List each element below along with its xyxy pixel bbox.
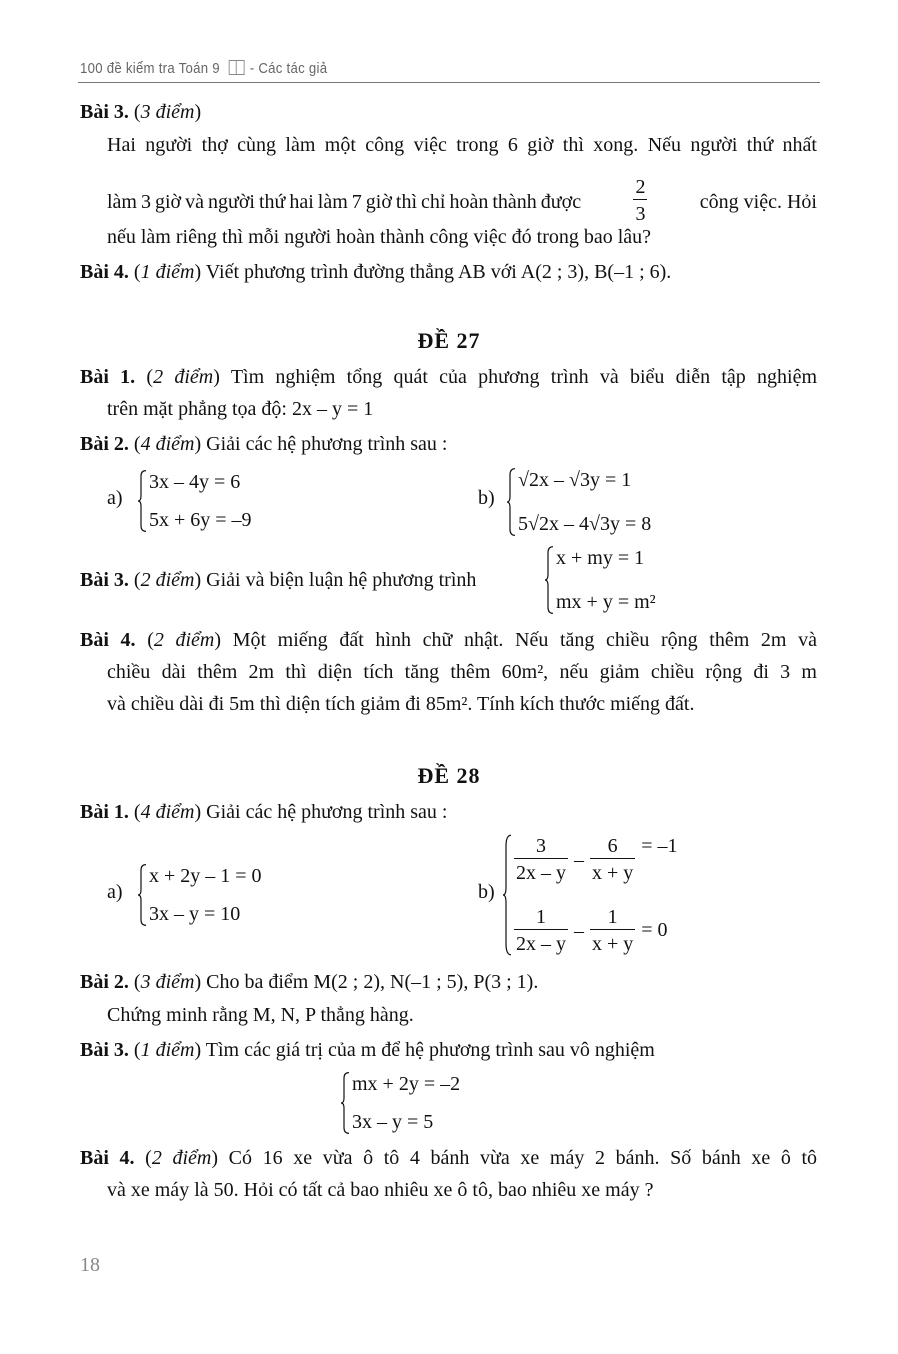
equation-system — [502, 834, 678, 956]
equation-system — [544, 546, 656, 614]
prev-b3-line2 — [107, 177, 817, 226]
de28-b1-heading — [80, 800, 448, 824]
de27-b1-line2: trên mặt phẳng tọa độ: 2x – y = 1 — [107, 398, 374, 420]
exercise-label: Bài 4. — [80, 629, 136, 651]
text: Giải các hệ phương trình sau : — [206, 801, 448, 823]
fraction — [633, 175, 647, 226]
equation: mx + 2y = –2 — [352, 1073, 461, 1095]
part-label: a) — [107, 881, 123, 903]
operator: – — [574, 848, 584, 871]
de28-b4-line2: và xe máy là 50. Hỏi có tất cả bao nhiêu xe ô tô, bao nhiêu xe máy ? — [107, 1179, 654, 1201]
text: công việc. Hỏi — [699, 190, 817, 213]
fraction — [514, 905, 568, 956]
fraction — [590, 834, 635, 885]
exercise-label: Bài 4. — [80, 261, 129, 283]
de28-b2 — [80, 970, 538, 994]
brace-icon — [137, 470, 147, 532]
denominator: x + y — [590, 858, 635, 885]
exercise-label: Bài 1. — [80, 801, 129, 823]
fraction — [590, 905, 635, 956]
rhs: = 0 — [641, 918, 668, 941]
equation — [514, 834, 678, 885]
de27-b1-line1 — [80, 365, 817, 389]
header-rule — [78, 82, 820, 83]
exercise-label: Bài 1. — [80, 366, 136, 388]
brace-icon — [137, 864, 147, 926]
equation: 3x – 4y = 6 — [149, 471, 241, 493]
equation-system — [340, 1072, 460, 1134]
equation: 3x – y = 5 — [352, 1111, 434, 1133]
points: ( 2 điểm ) — [146, 366, 219, 388]
denominator: 2x – y — [514, 858, 568, 885]
text: làm 3 giờ và người thứ hai làm 7 giờ thì chỉ hoàn thành được — [107, 190, 582, 213]
denominator: 2x – y — [514, 929, 568, 956]
equation-system — [137, 470, 252, 532]
exercise-label: Bài 4. — [80, 1147, 135, 1169]
equation-system — [137, 864, 262, 926]
points: ( 2 điểm ) — [147, 629, 221, 651]
points: ( 3 điểm ) — [134, 971, 201, 993]
page-number: 18 — [80, 1254, 100, 1276]
exercise-label: Bài 2. — [80, 971, 129, 993]
operator: – — [574, 919, 584, 942]
exercise-label: Bài 3. — [80, 1039, 129, 1061]
brace-icon — [544, 546, 554, 614]
part-label: a) — [107, 487, 123, 509]
text: Giải các hệ phương trình sau : — [206, 433, 448, 455]
denominator: 3 — [633, 199, 647, 226]
numerator: 3 — [536, 835, 546, 857]
de27-b4-line3: và chiều dài đi 5m thì diện tích giảm đi 85m². Tính kích thước miếng đất. — [107, 693, 695, 715]
text: Cho ba điểm M(2 ; 2), N(–1 ; 5), P(3 ; 1). — [206, 971, 539, 993]
numerator: 1 — [536, 906, 546, 928]
exercise-label: Bài 3. — [80, 101, 129, 123]
points: ( 1 điểm ) — [134, 1039, 201, 1061]
prev-b3-line3: nếu làm riêng thì mỗi người hoàn thành công việc đó trong bao lâu? — [107, 226, 652, 248]
brace-icon — [502, 834, 512, 956]
points: ( 2 điểm ) — [145, 1147, 218, 1169]
points: ( 2 điểm ) — [134, 569, 201, 591]
text: Viết phương trình đường thẳng AB với A(2 ; 3), B(–1 ; 6). — [205, 261, 672, 283]
equation: x + 2y – 1 = 0 — [149, 865, 262, 887]
equation-system — [506, 468, 651, 536]
points: ( 4 điểm ) — [134, 801, 201, 823]
numerator: 2 — [635, 176, 646, 198]
equation: 3x – y = 10 — [149, 903, 241, 925]
equation: 5√2x – 4√3y = 8 — [518, 513, 652, 535]
points: ( 3 điểm ) — [134, 101, 201, 123]
brace-icon — [340, 1072, 350, 1134]
equation: x + my = 1 — [556, 547, 645, 569]
brace-icon — [506, 468, 516, 536]
equation: mx + y = m² — [556, 591, 656, 613]
header-separator: - — [249, 60, 255, 77]
de28-b2-line2: Chứng minh rằng M, N, P thẳng hàng. — [107, 1004, 414, 1026]
exam-title-28: ĐỀ 28 — [417, 763, 481, 788]
prev-b3-heading — [80, 100, 201, 124]
exercise-label: Bài 2. — [80, 433, 129, 455]
part-label: b) — [478, 487, 495, 509]
exercise-label: Bài 3. — [80, 569, 129, 591]
equation — [514, 905, 678, 956]
numerator: 6 — [607, 835, 618, 857]
denominator: x + y — [590, 929, 635, 956]
text: Một miếng đất hình chữ nhật. Nếu tăng chiều rộng thêm 2m và — [232, 629, 817, 651]
text: Tìm các giá trị của m để hệ phương trình sau vô nghiệm — [205, 1039, 655, 1061]
prev-b3-line1: Hai người thợ cùng làm một công việc trong 6 giờ thì xong. Nếu người thứ nhất — [107, 134, 817, 156]
book-icon — [229, 60, 245, 75]
text: Tìm nghiệm tổng quát của phương trình và biểu diễn tập nghiệm — [230, 366, 818, 388]
book-title: 100 đề kiểm tra Toán 9 — [80, 60, 220, 77]
prev-b4 — [80, 260, 671, 284]
de27-b2-heading — [80, 432, 448, 456]
points: ( 4 điểm ) — [134, 433, 201, 455]
part-label: b) — [478, 881, 495, 903]
numerator: 1 — [607, 906, 618, 928]
de28-b3 — [80, 1038, 655, 1062]
de27-b4-line1 — [80, 628, 817, 652]
points: ( 1 điểm ) — [134, 261, 201, 283]
de27-b3 — [80, 568, 476, 592]
rhs: = –1 — [641, 834, 678, 857]
book-authors: Các tác giả — [258, 60, 328, 77]
de27-b4-line2: chiều dài thêm 2m thì diện tích tăng thêm 60m², nếu giảm chiều rộng đi 3 m — [107, 661, 817, 683]
text: Có 16 xe vừa ô tô 4 bánh vừa xe máy 2 bánh. Số bánh xe ô tô — [228, 1147, 818, 1169]
fraction — [514, 834, 568, 885]
running-header — [80, 60, 327, 77]
de28-b4-line1 — [80, 1146, 817, 1170]
exam-title-27: ĐỀ 27 — [417, 328, 481, 353]
equation: 5x + 6y = –9 — [149, 509, 252, 531]
text: Giải và biện luận hệ phương trình — [206, 569, 477, 591]
equation: √2x – √3y = 1 — [518, 469, 632, 491]
